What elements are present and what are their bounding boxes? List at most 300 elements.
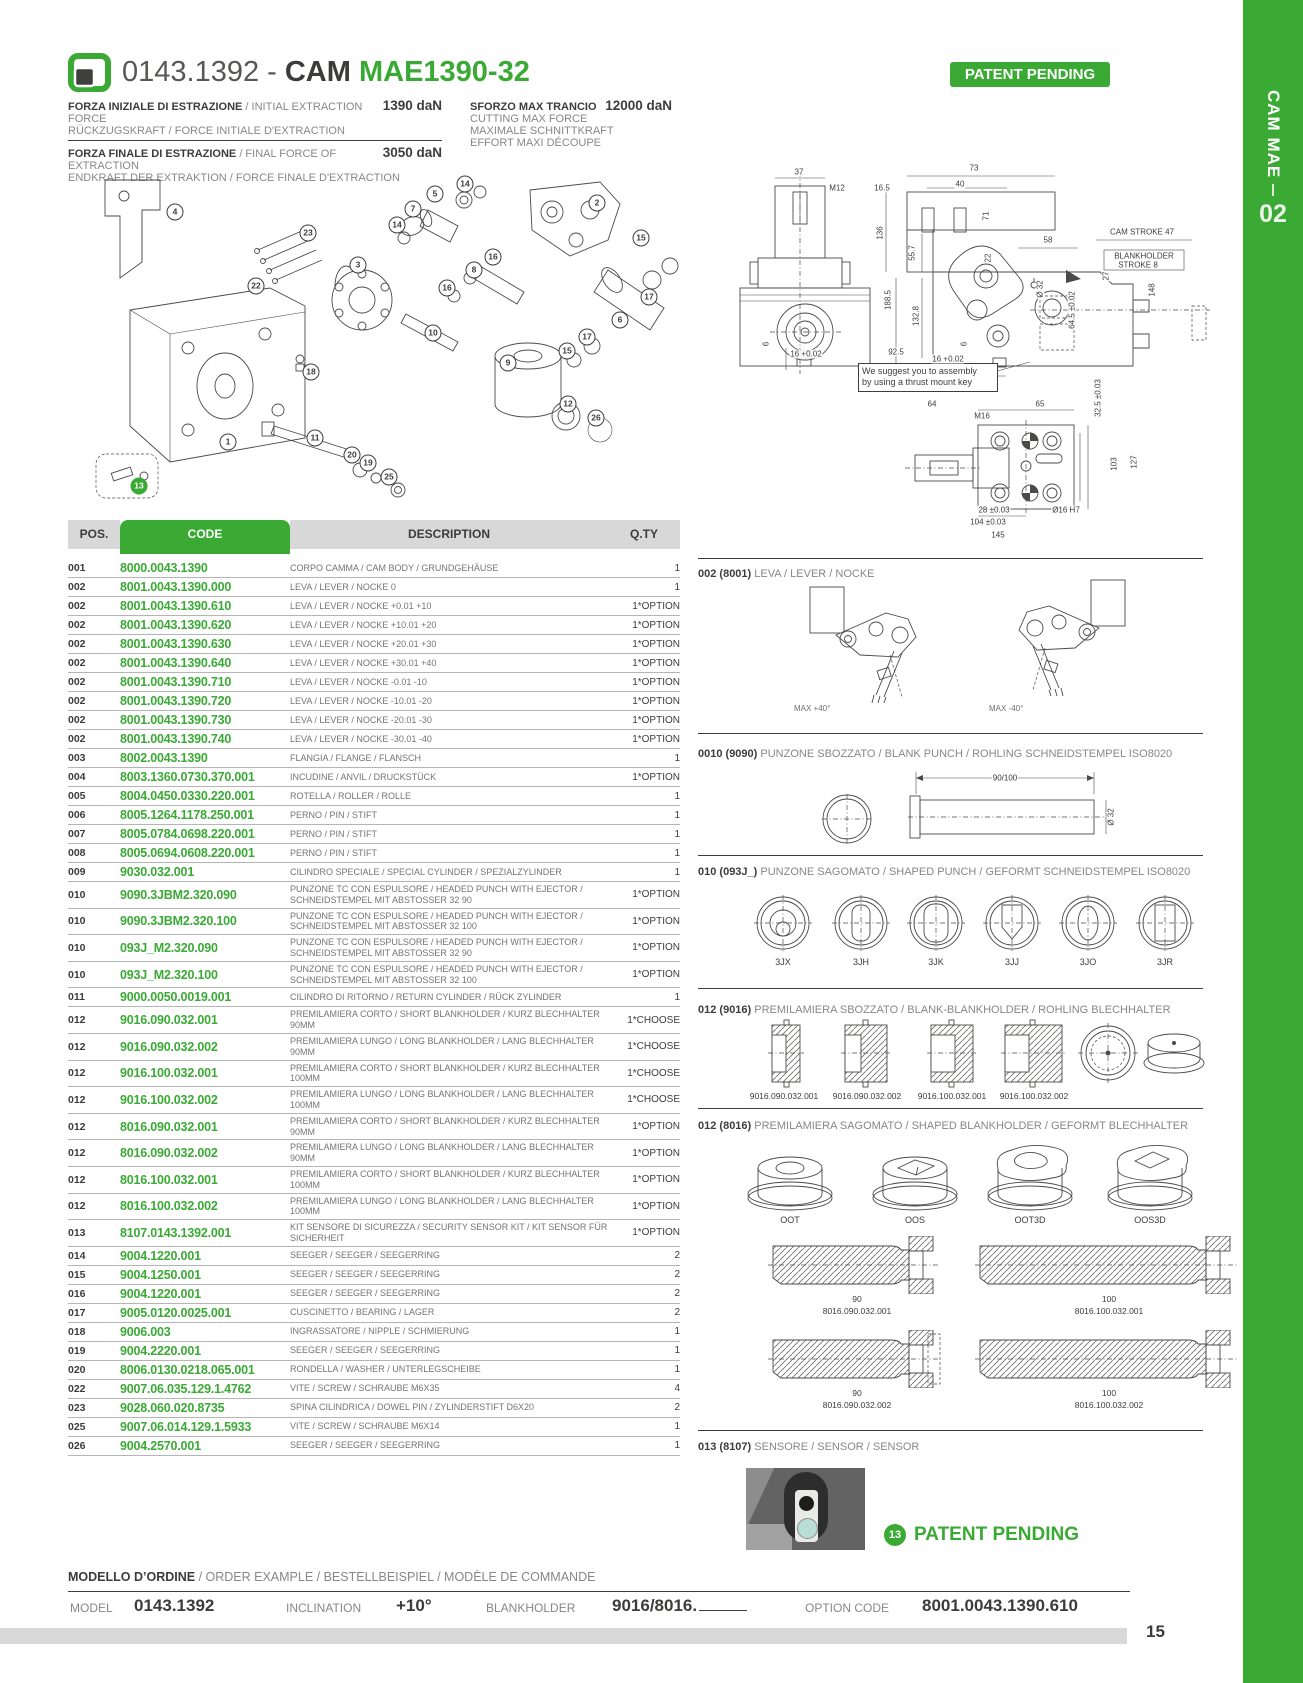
order-blankholder-text: 9016/8016. [612,1596,698,1615]
cell-code: 9004.1220.001 [120,1284,290,1303]
shaft-figure-1 [768,1236,946,1320]
table-row [68,1087,680,1114]
cell-qty: 1*OPTION [608,692,680,711]
cell-desc: FLANGIA / FLANGE / FLANSCH [290,749,608,768]
table-row [68,616,680,635]
page-title [122,56,530,89]
cell-desc: LEVA / LEVER / NOCKE +30.01 +40 [290,654,608,673]
dimension-label: 32.5 ±0.03 [1093,379,1103,417]
cell-pos: 002 [68,654,120,673]
dimension-label: 64 [927,399,937,409]
shaped-holder-label: OOS3D [1134,1215,1166,1225]
cell-code: 9005.0120.0025.001 [120,1303,290,1322]
cell-pos: 013 [68,1220,120,1247]
cell-qty: 2 [608,1246,680,1265]
cell-code: 8001.0043.1390.620 [120,616,290,635]
balloon-17: 17 [579,329,596,346]
blank-holder-code: 9016.090.032.002 [832,1091,902,1101]
cell-desc: PUNZONE TC CON ESPULSORE / HEADED PUNCH WITH EJECTOR / SCHNEIDSTEMPEL MIT ABSTOSSER 32 100 [290,961,608,988]
cell-pos: 012 [68,1087,120,1114]
cell-pos: 002 [68,692,120,711]
punch-variant-label: 3JH [852,957,869,967]
cell-qty: 1*OPTION [608,1166,680,1193]
cell-qty: 1 [608,1360,680,1379]
dimension-label: 55.7 [907,245,917,261]
spec-initial-label: FORZA INIZIALE DI ESTRAZIONE [68,101,243,113]
spec-final-label: FORZA FINALE DI ESTRAZIONE [68,148,237,160]
table-row [68,1360,680,1379]
cell-pos: 012 [68,1113,120,1140]
product-model: MAE1390-32 [358,56,530,88]
balloon-1: 1 [220,434,237,451]
page-number: 15 [1146,1622,1165,1641]
table-row [68,749,680,768]
cell-code: 9016.090.032.002 [120,1033,290,1060]
table-row [68,1220,680,1247]
cell-code: 8001.0043.1390.730 [120,711,290,730]
dimension-label: 22 [983,253,993,263]
shaft-code: 8016.090.032.001 [822,1306,892,1316]
exploded-view-diagram [60,158,700,526]
blank-punch-end-view [820,792,874,846]
punch-variant-3jx [748,893,818,967]
section-blank-punch-text: PUNZONE SBOZZATO / BLANK PUNCH / ROHLING SCHNEIDSTEMPEL ISO8020 [760,748,1173,760]
cell-qty: 1 [608,806,680,825]
table-row [68,578,680,597]
cell-pos: 004 [68,768,120,787]
section-blank-holder-text: PREMILAMIERA SBOZZATO / BLANK-BLANKHOLDER / ROHLING BLECHHALTER [754,1004,1171,1016]
cell-qty: 1 [608,787,680,806]
blank-holder-figures [698,1005,1238,1105]
product-code: 0143.1392 - [122,56,285,88]
table-row [68,692,680,711]
cell-qty: 1 [608,988,680,1007]
cell-qty: 1*CHOOSE [608,1060,680,1087]
balloon-15: 15 [633,230,650,247]
table-row [68,1113,680,1140]
table-row [68,988,680,1007]
cell-pos: 005 [68,787,120,806]
dimension-drawing [700,158,1245,558]
table-row [68,787,680,806]
table-row [68,768,680,787]
spec-cutting-sub3: EFFORT MAXI DÉCOUPE [470,137,602,149]
balloon-20: 20 [344,447,361,464]
order-inclination-label: INCLINATION [286,1601,362,1615]
section-shaped-punch-text: PUNZONE SAGOMATO / SHAPED PUNCH / GEFORMT SCHNEIDSTEMPEL ISO8020 [760,866,1191,878]
cell-pos: 026 [68,1436,120,1455]
sensor-badge-13: 13 [884,1524,906,1546]
table-row [68,1322,680,1341]
cell-code: 9006.003 [120,1322,290,1341]
cell-qty: 1 [608,1322,680,1341]
cell-pos: 015 [68,1265,120,1284]
cell-qty: 1*OPTION [608,1140,680,1167]
dimension-label: 148 [1147,283,1157,297]
section-divider [698,733,1203,734]
cell-desc: SEEGER / SEEGER / SEEGERRING [290,1284,608,1303]
punch-variant-3jj [977,893,1047,967]
cell-desc: LEVA / LEVER / NOCKE -10.01 -20 [290,692,608,711]
spec-cutting-sub2: MAXIMALE SCHNITTKRAFT [470,125,614,137]
balloon-9: 9 [500,355,517,372]
cell-desc: PREMILAMIERA LUNGO / LONG BLANKHOLDER / LANG BLECHHALTER 90MM [290,1033,608,1060]
punch-variant-3jo [1053,893,1123,967]
product-family: CAM [284,56,359,88]
dimension-label: 6 [959,341,969,347]
cell-qty: 1*CHOOSE [608,1007,680,1034]
section-sensor-num: 013 (8107) [698,1441,752,1453]
lever-max-positive-label: MAX +40° [794,704,831,713]
footer-bar [0,1628,1127,1644]
balloon-16: 16 [439,280,456,297]
table-row [68,1193,680,1220]
lever-figure-negative [985,578,1145,713]
cell-pos: 008 [68,844,120,863]
cell-desc: PERNO / PIN / STIFT [290,806,608,825]
spec-cutting-label: SFORZO MAX TRANCIO [470,101,597,113]
cell-qty: 1*OPTION [608,654,680,673]
order-blankholder-value [612,1596,747,1616]
cell-desc: RONDELLA / WASHER / UNTERLEGSCHEIBE [290,1360,608,1379]
table-row [68,554,680,578]
cell-desc: INCUDINE / ANVIL / DRUCKSTÜCK [290,768,608,787]
table-row [68,711,680,730]
cell-code: 8016.090.032.001 [120,1113,290,1140]
section-divider [698,855,1203,856]
cell-pos: 002 [68,711,120,730]
spec-cutting-value: 12000 daN [605,98,672,113]
cell-pos: 001 [68,554,120,578]
balloon-16: 16 [485,249,502,266]
balloon-14: 14 [457,176,474,193]
cell-code: 8001.0043.1390.610 [120,597,290,616]
cell-code: 8001.0043.1390.630 [120,635,290,654]
cell-pos: 007 [68,825,120,844]
dimension-label: 16 +0.02 [790,349,822,359]
cell-code: 9016.100.032.001 [120,1060,290,1087]
cell-code: 9028.060.020.8735 [120,1398,290,1417]
cell-pos: 002 [68,578,120,597]
cell-qty: 1*OPTION [608,768,680,787]
cell-pos: 002 [68,635,120,654]
cell-pos: 012 [68,1007,120,1034]
dimension-label: CAM STROKE 47 [1109,227,1175,237]
balloon-8: 8 [466,262,483,279]
cell-qty: 1*OPTION [608,961,680,988]
cell-desc: PREMILAMIERA LUNGO / LONG BLANKHOLDER / LANG BLECHHALTER 100MM [290,1193,608,1220]
parts-table-header [68,520,680,554]
cell-pos: 011 [68,988,120,1007]
balloon-2: 2 [589,195,606,212]
cell-code: 8002.0043.1390 [120,749,290,768]
cell-code: 9090.3JBM2.320.100 [120,908,290,935]
cell-code: 9000.0050.0019.001 [120,988,290,1007]
cell-qty: 1*OPTION [608,597,680,616]
order-title-bold: MODELLO D’ORDINE [68,1570,196,1584]
table-row [68,863,680,882]
shaft-dim: 90 [852,1388,862,1398]
section-lever-title [698,568,875,580]
punch-variant-label: 3JR [1156,957,1173,967]
balloon-19: 19 [360,455,377,472]
cell-desc: SEEGER / SEEGER / SEEGERRING [290,1246,608,1265]
cell-code: 8006.0130.0218.065.001 [120,1360,290,1379]
cell-code: 9030.032.001 [120,863,290,882]
table-row [68,1436,680,1455]
cell-pos: 012 [68,1060,120,1087]
balloon-11: 11 [307,430,324,447]
section-shaped-holder-text: PREMILAMIERA SAGOMATO / SHAPED BLANKHOLDER / GEFORMT BLECHHALTER [754,1120,1189,1132]
cell-pos: 009 [68,863,120,882]
cell-qty: 1*OPTION [608,935,680,962]
shaft-code: 8016.100.032.001 [1074,1306,1144,1316]
punch-variant-3jr [1130,893,1200,967]
dimension-label: 132.8 [911,305,921,327]
cell-code: 8001.0043.1390.640 [120,654,290,673]
balloon-layer [60,158,700,526]
cell-desc: ROTELLA / ROLLER / ROLLE [290,787,608,806]
shaft-figure-4 [975,1330,1243,1414]
table-row [68,1140,680,1167]
cell-pos: 010 [68,961,120,988]
table-row [68,1341,680,1360]
dimension-label: BLANKHOLDER [1114,251,1174,261]
cell-desc: LEVA / LEVER / NOCKE +0.01 +10 [290,597,608,616]
cell-code: 8016.100.032.001 [120,1166,290,1193]
shaped-holder-label: OOS [904,1215,925,1225]
table-row [68,882,680,909]
table-row [68,1398,680,1417]
shaft-figure-3 [768,1330,946,1414]
cell-code: 8107.0143.1392.001 [120,1220,290,1247]
punch-diameter-dim: Ø 32 [1106,808,1116,826]
cell-qty: 1 [608,1417,680,1436]
dimension-label: 136 [875,226,885,240]
shaped-holder-label: OOT3D [1014,1215,1046,1225]
section-divider [698,988,1203,989]
dimension-label: Ø 32 [1035,280,1045,298]
section-divider [698,1430,1203,1431]
cell-desc: KIT SENSORE DI SICUREZZA / SECURITY SENSOR KIT / KIT SENSOR FÜR SICHERHEIT [290,1220,608,1247]
cell-qty: 2 [608,1284,680,1303]
cell-code: 8005.0784.0698.220.001 [120,825,290,844]
spec-initial-label-en: / INITIAL EXTRACTION FORCE [68,101,363,125]
blank-holder-code: 9016.100.032.002 [999,1091,1069,1101]
cell-desc: LEVA / LEVER / NOCKE +20.01 +30 [290,635,608,654]
cell-qty: 1 [608,578,680,597]
dimension-label: 64.5 ±0.02 [1067,291,1077,329]
balloon-14: 14 [389,217,406,234]
photo-sensor-lens [799,1496,814,1511]
cell-code: 8005.0694.0608.220.001 [120,844,290,863]
shaft-dim: 100 [1101,1388,1117,1398]
cell-code: 093J_M2.320.100 [120,961,290,988]
cell-pos: 022 [68,1379,120,1398]
column-header-description: DESCRIPTION [290,520,608,554]
dimension-label: 145 [991,530,1005,540]
table-row [68,730,680,749]
balloon-15: 15 [559,343,576,360]
cell-code: 9004.1250.001 [120,1265,290,1284]
punch-variant-3jk [901,893,971,967]
cell-desc: LEVA / LEVER / NOCKE -30.01 -40 [290,730,608,749]
punch-variant-label: 3JX [775,957,791,967]
cell-pos: 010 [68,908,120,935]
cell-code: 8001.0043.1390.740 [120,730,290,749]
assembly-note-line1: We suggest you to assembly [862,366,977,376]
spec-divider [68,140,442,141]
cell-pos: 014 [68,1246,120,1265]
table-row [68,1265,680,1284]
order-inclination-value: +10° [396,1596,432,1615]
dimension-label: 188.5 [883,289,893,311]
blank-holder-code: 9016.100.032.001 [917,1091,987,1101]
cell-qty: 1 [608,863,680,882]
section-sensor-text: SENSORE / SENSOR / SENSOR [754,1441,920,1453]
dimension-label: 28 ±0.03 [978,505,1010,515]
chapter-number: 02 [1259,200,1287,228]
cell-qty: 1*OPTION [608,673,680,692]
cell-pos: 002 [68,616,120,635]
cell-qty: 1 [608,844,680,863]
cell-desc: SEEGER / SEEGER / SEEGERRING [290,1265,608,1284]
dimension-label: 40 [955,179,965,189]
table-row [68,935,680,962]
cell-desc: PREMILAMIERA CORTO / SHORT BLANKHOLDER / KURZ BLECHHALTER 100MM [290,1060,608,1087]
balloon-4: 4 [167,204,184,221]
cell-qty: 1*OPTION [608,635,680,654]
order-rule [68,1591,1130,1592]
table-row [68,1379,680,1398]
column-header-qty: Q.TY [608,520,680,554]
punch-variant-label: 3JJ [1004,957,1019,967]
order-option-value: 8001.0043.1390.610 [922,1596,1078,1615]
dimension-label: 16.5 [874,183,890,193]
cell-pos: 010 [68,882,120,909]
sensor-photo [746,1468,865,1550]
cell-code: 8003.1360.0730.370.001 [120,768,290,787]
section-blank-punch-title [698,748,1172,760]
punch-variant-label: 3JO [1079,957,1097,967]
cell-code: 8001.0043.1390.710 [120,673,290,692]
table-row [68,1060,680,1087]
assembly-note-line2: by using a thrust mount key [862,377,973,388]
cell-desc: SEEGER / SEEGER / SEEGERRING [290,1436,608,1455]
cell-code: 9004.1220.001 [120,1246,290,1265]
dimension-label: 73 [969,163,979,173]
cell-desc: CUSCINETTO / BEARING / LAGER [290,1303,608,1322]
patent-pending-badge: PATENT PENDING [950,62,1110,87]
dimension-label: M12 [829,183,845,193]
dimension-label: 71 [981,211,991,221]
dimension-label: 27 [1101,271,1111,281]
spec-final-value: 3050 daN [382,145,442,160]
section-divider [698,1108,1203,1109]
table-row [68,844,680,863]
cell-qty: 1*OPTION [608,616,680,635]
brand-logo-icon [66,52,112,94]
balloon-26: 26 [588,410,605,427]
cell-qty: 1 [608,1341,680,1360]
dimension-label: STROKE 8 [1118,260,1158,270]
parts-table-body [68,554,680,1456]
table-row [68,1007,680,1034]
section-divider [698,558,1203,559]
section-sensor-title [698,1441,919,1453]
cell-qty: 1 [608,825,680,844]
shaft-dim: 90 [852,1294,862,1304]
cell-desc: PREMILAMIERA CORTO / SHORT BLANKHOLDER / KURZ BLECHHALTER 90MM [290,1007,608,1034]
cell-qty: 1*OPTION [608,711,680,730]
cell-code: 8004.0450.0330.220.001 [120,787,290,806]
spec-final-sub: ENDKRAFT DER EXTRAKTION / FORCE FINALE D'EXTRACTION [68,172,400,184]
cell-desc: PUNZONE TC CON ESPULSORE / HEADED PUNCH WITH EJECTOR / SCHNEIDSTEMPEL MIT ABSTOSSER 32 90 [290,882,608,909]
cell-code: 093J_M2.320.090 [120,935,290,962]
sensor-patent-pending: PATENT PENDING [914,1524,1080,1545]
photo-sensor-led [797,1518,818,1539]
cell-desc: SEEGER / SEEGER / SEEGERRING [290,1341,608,1360]
cell-pos: 010 [68,935,120,962]
cell-desc: PREMILAMIERA LUNGO / LONG BLANKHOLDER / LANG BLECHHALTER 100MM [290,1087,608,1114]
cell-pos: 020 [68,1360,120,1379]
cell-desc: PERNO / PIN / STIFT [290,825,608,844]
spec-final-label-en: / FINAL FORCE OF EXTRACTION [68,148,337,172]
cell-qty: 1*OPTION [608,1220,680,1247]
cell-desc: VITE / SCREW / SCHRAUBE M6X35 [290,1379,608,1398]
shaped-holder-oos [860,1140,970,1225]
table-row [68,597,680,616]
order-model-label: MODEL [70,1601,113,1615]
cell-desc: PREMILAMIERA LUNGO / LONG BLANKHOLDER / LANG BLECHHALTER 90MM [290,1140,608,1167]
section-shaped-holder-num: 012 (8016) [698,1120,752,1132]
cell-qty: 4 [608,1379,680,1398]
column-header-code: CODE [120,520,290,554]
order-model-value: 0143.1392 [134,1596,215,1615]
spec-initial-value: 1390 daN [382,98,442,113]
shaft-figure-2 [975,1236,1243,1320]
table-row [68,961,680,988]
cell-pos: 016 [68,1284,120,1303]
parts-table [68,520,680,1456]
table-row [68,1033,680,1060]
cell-desc: VITE / SCREW / SCHRAUBE M6X14 [290,1417,608,1436]
table-row [68,1166,680,1193]
spec-cutting-sub1: CUTTING MAX FORCE [470,113,588,125]
table-row [68,1303,680,1322]
cell-qty: 1 [608,554,680,578]
dimension-label: 6 [761,341,771,347]
cell-pos: 012 [68,1140,120,1167]
shaft-code: 8016.100.032.002 [1074,1400,1144,1410]
cell-pos: 002 [68,673,120,692]
cell-qty: 2 [608,1303,680,1322]
cell-desc: LEVA / LEVER / NOCKE -0.01 -10 [290,673,608,692]
balloon-22: 22 [248,278,265,295]
balloon-25: 25 [381,469,398,486]
section-blank-punch-num: 0010 (9090) [698,748,758,760]
section-shaped-punch-num: 010 (093J_) [698,866,758,878]
shaft-code: 8016.090.032.002 [822,1400,892,1410]
table-row [68,1284,680,1303]
order-option-label: OPTION CODE [805,1601,890,1615]
balloon-18: 18 [303,364,320,381]
cell-pos: 012 [68,1193,120,1220]
section-blank-holder-num: 012 (9016) [698,1004,752,1016]
balloon-12: 12 [560,396,577,413]
cell-pos: 003 [68,749,120,768]
section-shaped-punch-title [698,866,1190,878]
